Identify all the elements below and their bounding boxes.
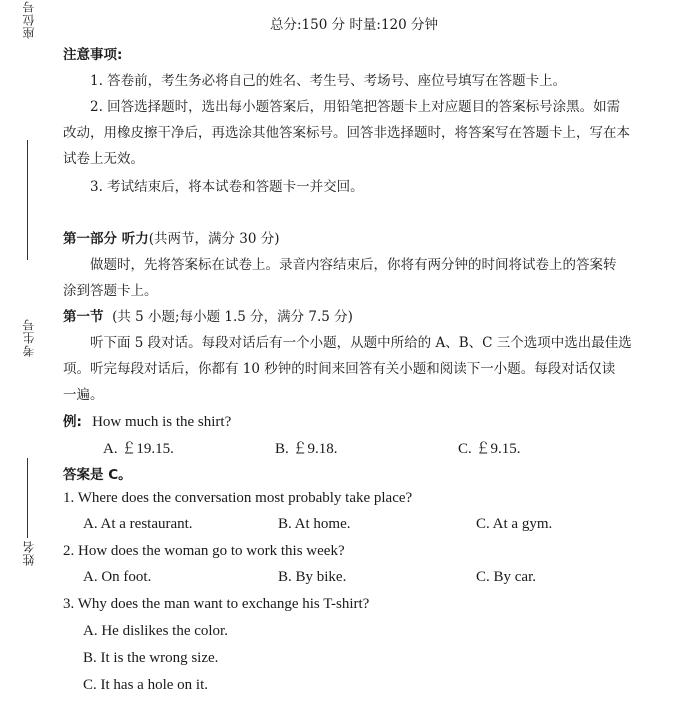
example-question-text: How much is the shirt? [92,414,232,430]
question-1: 1. Where does the conversation most probably take place? [63,490,413,506]
exam-number-line [27,458,28,538]
question-1-option-b: B. At home. [278,516,351,532]
question-1-option-a: A. At a restaurant. [83,516,193,532]
notice-item: 改动，用橡皮擦干净后，再选涂其他答案标号。回答非选择题时，将答案写在答题卡上，写在本 [63,125,630,141]
question-3-option-b: B. It is the wrong size. [83,650,219,666]
question-3-option-c: C. It has a hole on it. [83,677,208,693]
name-label: 姓名 [22,540,36,566]
question-2-option-b: B. By bike. [278,569,347,585]
example-option-a: A. ￡19.15. [103,441,174,457]
example-question [63,410,231,431]
notice-item: 1. 答卷前，考生务必将自己的姓名、考生号、考场号、座位号填写在答题卡上。 [90,73,567,89]
notice-title: 注意事项: [63,47,123,63]
question-3-option-a: A. He dislikes the color. [83,623,228,639]
part1-instruction: 做题时，先将答案标在试卷上。录音内容结束后，你将有两分钟的时间将试卷上的答案转 [90,257,617,273]
section1-instruction: 一遍。 [63,387,104,403]
question-2: 2. How does the woman go to work this week? [63,543,345,559]
notice-item: 3. 考试结束后，将本试卷和答题卡一并交回。 [90,179,364,195]
part1-title: 第一部分 听力 [63,231,149,247]
notice-item: 2. 回答选择题时，选出每小题答案后，用铅笔把答题卡上对应题目的答案标号涂黑。如需 [90,99,621,115]
part1-instruction: 涂到答题卡上。 [63,283,158,299]
question-2-option-a: A. On foot. [83,569,152,585]
section1-heading [63,305,353,325]
exam-number-label: 考生号 [22,318,36,357]
notice-item: 试卷上无效。 [63,151,144,167]
exam-header: 总分:150 分 时量:120 分钟 [270,17,439,33]
section1-instruction: 听下面 5 段对话。每段对话后有一个小题，从题中所给的 A、B、C 三个选项中选出最佳选 [90,335,632,351]
seat-number-label: 座位号 [22,0,36,39]
example-label: 例: [63,414,82,430]
seat-number-line [27,140,28,260]
question-2-option-c: C. By car. [476,569,536,585]
part1-heading [63,227,280,247]
part1-note: (共两节，满分 30 分) [148,231,280,247]
section1-title: 第一节 [63,309,104,325]
section1-note: (共 5 小题;每小题 1.5 分，满分 7.5 分) [112,309,353,325]
example-answer: 答案是 C。 [63,467,132,483]
question-1-option-c: C. At a gym. [476,516,553,532]
question-3: 3. Why does the man want to exchange his T-shirt? [63,596,370,612]
example-option-c: C. ￡9.15. [458,441,521,457]
section1-instruction: 项。听完每段对话后，你都有 10 秒钟的时间来回答有关小题和阅读下一小题。每段对话仅读 [63,361,616,377]
example-option-b: B. ￡9.18. [275,441,338,457]
